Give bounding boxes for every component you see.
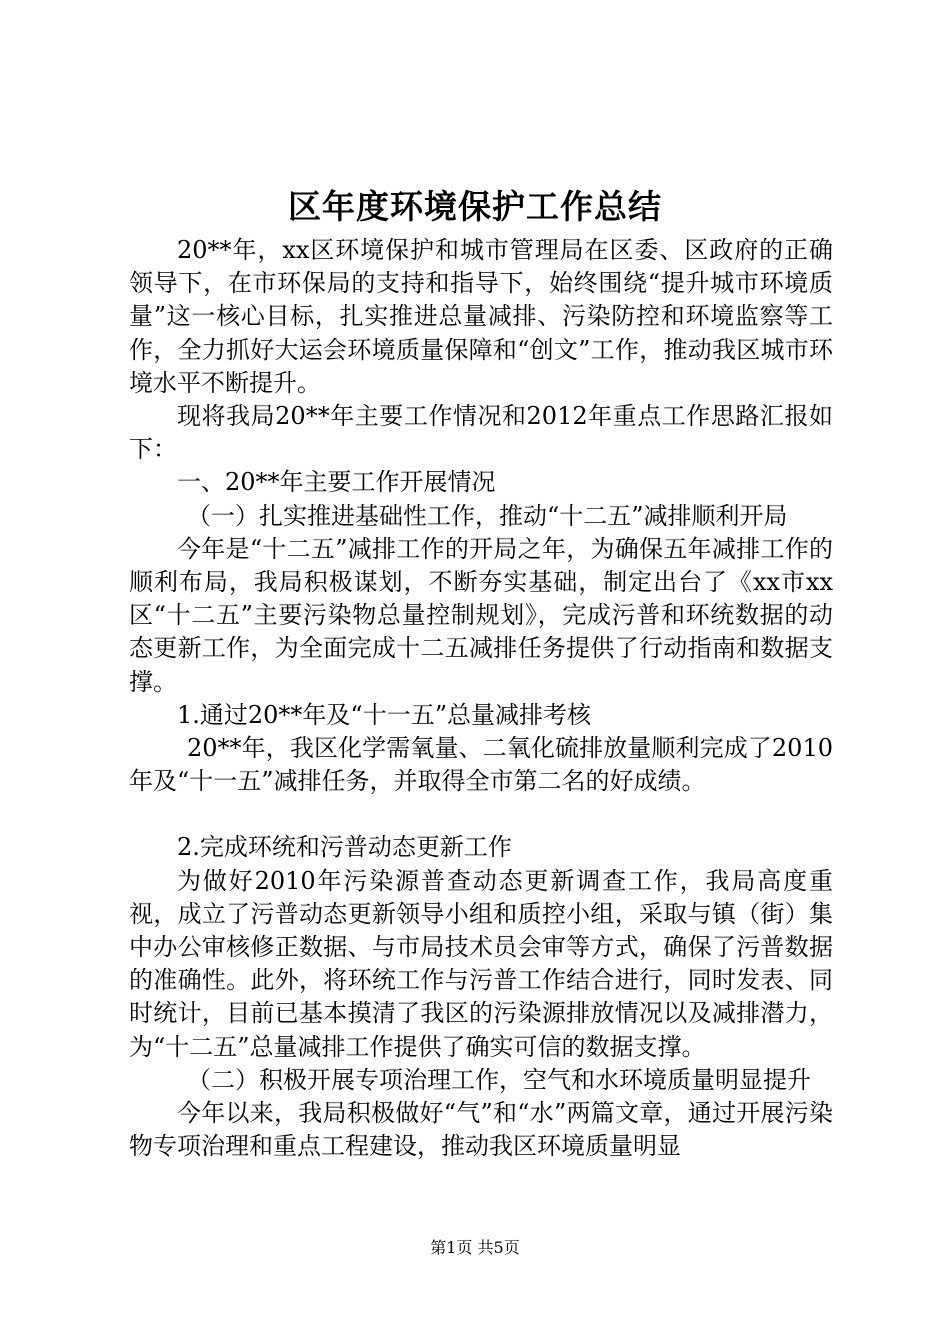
paragraph-gap bbox=[129, 798, 833, 831]
paragraph-subsection-1: 今年是“十二五”减排工作的开局之年，为确保五年减排工作的顺利布局，我局积极谋划，不断夯实基础，制定出台了《xx市xx区“十二五”主要污染物总量控制规划》，完成污普和环统数据的动态更新工作，为全面完成十二五减排任务提供了行动指南和数据支撑。 bbox=[129, 534, 833, 696]
paragraph-item-2: 为做好2010年污染源普查动态更新调查工作，我局高度重视，成立了污普动态更新领导小组和质控小组，采取与镇（街）集中办公审核修正数据、与市局技术员会审等方式，确保了污普数据的准确性。此外，将环统工作与污普工作结合进行，同时发表、同时统计，目前已基本摸清了我区的污染源排放情况以及减排潜力，为“十二五”总量减排工作提供了确实可信的数据支撑。 bbox=[129, 866, 833, 1061]
item-heading-2: 2.完成环统和污普动态更新工作 bbox=[177, 833, 512, 862]
document-title: 区年度环境保护工作总结 bbox=[288, 187, 662, 226]
page-footer: 第1页 共5页 bbox=[430, 1238, 520, 1257]
paragraph-item-1: 20**年，我区化学需氧量、二氧化硫排放量顺利完成了2010年及“十一五”减排任务，并取得全市第二名的好成绩。 bbox=[129, 734, 833, 796]
document-body bbox=[129, 234, 833, 1163]
subsection-heading-1: （一）扎实推进基础性工作，推动“十二五”减排顺利开局 bbox=[187, 501, 788, 530]
paragraph-subsection-2: 今年以来，我局积极做好“气”和“水”两篇文章，通过开展污染物专项治理和重点工程建设，推动我区环境质量明显 bbox=[129, 1099, 833, 1161]
paragraph-intro: 20**年，xx区环境保护和城市管理局在区委、区政府的正确领导下，在市环保局的支持和指导下，始终围绕“提升城市环境质量”这一核心目标，扎实推进总量减排、污染防控和环境监察等工作，全力抓好大运会环境质量保障和“创文”工作，推动我区城市环境水平不断提升。 bbox=[129, 236, 833, 397]
subsection-heading-2: （二）积极开展专项治理工作，空气和水环境质量明显提升 bbox=[187, 1065, 811, 1094]
paragraph-report-intro: 现将我局20**年主要工作情况和2012年重点工作思路汇报如下： bbox=[129, 402, 833, 464]
item-heading-1: 1.通过20**年及“十一五”总量减排考核 bbox=[177, 700, 591, 729]
section-heading-1: 一、20**年主要工作开展情况 bbox=[177, 468, 496, 497]
